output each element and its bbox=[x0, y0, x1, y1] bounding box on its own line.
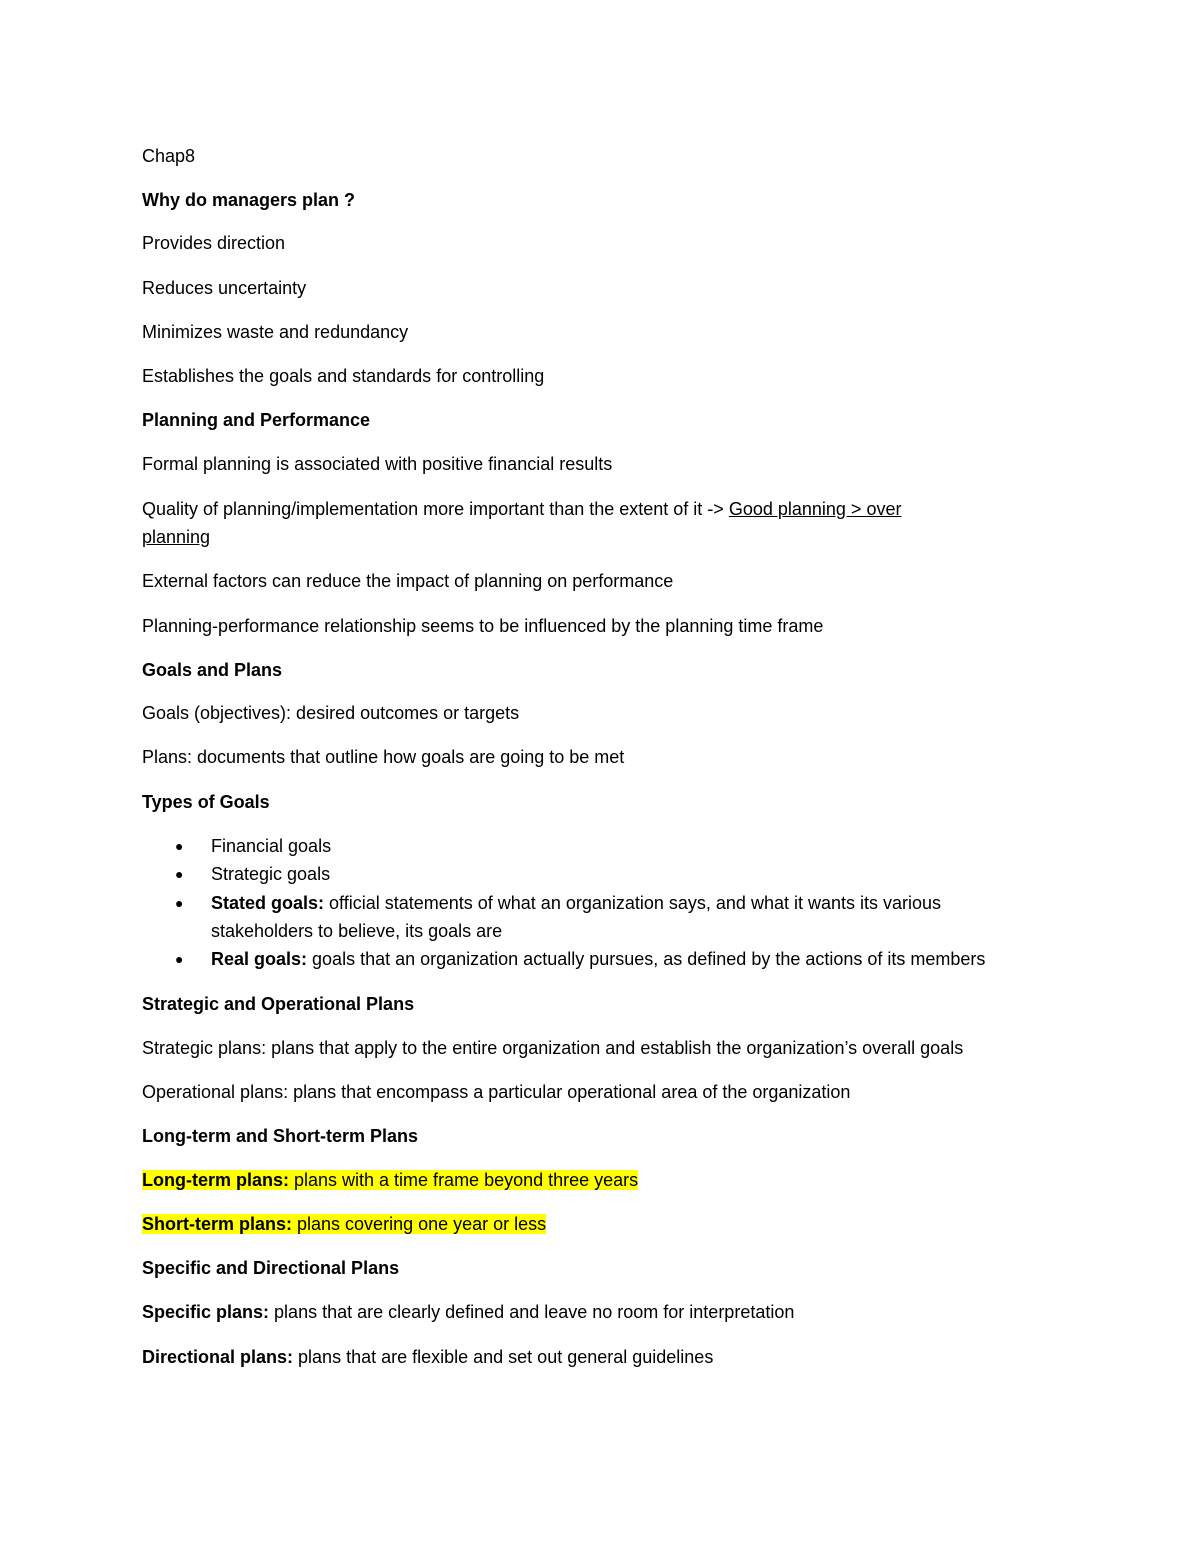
term-label: Long-term plans: bbox=[142, 1170, 289, 1190]
term-label: Short-term plans: bbox=[142, 1214, 293, 1234]
term-label: Stated goals: bbox=[211, 893, 325, 913]
paragraph: Plans: documents that outline how goals are going to be met bbox=[142, 747, 625, 767]
heading-goals-plans: Goals and Plans bbox=[142, 660, 283, 680]
paragraph: Operational plans: plans that encompass a particular operational area of the organization bbox=[142, 1082, 851, 1102]
paragraph-text: Quality of planning/implementation more important than the extent of it -> bbox=[142, 499, 729, 519]
list-item: Strategic goals bbox=[211, 864, 331, 884]
chapter-label: Chap8 bbox=[142, 146, 196, 166]
heading-planning-performance: Planning and Performance bbox=[142, 410, 371, 430]
term-label: Specific plans: bbox=[142, 1302, 270, 1322]
paragraph: External factors can reduce the impact of planning on performance bbox=[142, 571, 674, 591]
why-item: Reduces uncertainty bbox=[142, 278, 307, 298]
highlight bbox=[142, 1214, 546, 1234]
highlighted-paragraph bbox=[142, 1166, 638, 1194]
term-definition: official statements of what an organization says, and what it wants its various bbox=[324, 893, 942, 913]
bullet-icon: ● bbox=[175, 866, 184, 882]
highlighted-paragraph bbox=[142, 1210, 546, 1238]
why-item: Establishes the goals and standards for controlling bbox=[142, 366, 545, 386]
underlined-text: planning bbox=[142, 527, 211, 547]
term-label: Real goals: bbox=[211, 949, 308, 969]
heading-specific-directional: Specific and Directional Plans bbox=[142, 1258, 400, 1278]
list-item bbox=[211, 889, 941, 917]
paragraph: Formal planning is associated with positive financial results bbox=[142, 454, 613, 474]
list-item bbox=[211, 945, 985, 973]
bullet-icon: ● bbox=[175, 838, 184, 854]
term-definition: plans that are flexible and set out general guidelines bbox=[293, 1347, 714, 1367]
term-definition: plans that are clearly defined and leave no room for interpretation bbox=[269, 1302, 795, 1322]
term-definition: plans covering one year or less bbox=[292, 1214, 547, 1234]
paragraph: Strategic plans: plans that apply to the entire organization and establish the organization’s overall goals bbox=[142, 1038, 964, 1058]
list-item: Financial goals bbox=[211, 836, 332, 856]
underlined-text: Good planning > over bbox=[728, 499, 902, 519]
paragraph: Goals (objectives): desired outcomes or targets bbox=[142, 703, 520, 723]
term-label: Directional plans: bbox=[142, 1347, 294, 1367]
paragraph bbox=[142, 1298, 794, 1326]
paragraph: Planning-performance relationship seems to be influenced by the planning time frame bbox=[142, 616, 824, 636]
paragraph bbox=[142, 1343, 713, 1371]
term-definition: plans with a time frame beyond three years bbox=[289, 1170, 639, 1190]
term-definition: goals that an organization actually pursues, as defined by the actions of its members bbox=[307, 949, 986, 969]
why-item: Provides direction bbox=[142, 233, 286, 253]
bullet-icon: ● bbox=[175, 895, 184, 911]
list-item-continuation: stakeholders to believe, its goals are bbox=[211, 921, 503, 941]
bullet-icon: ● bbox=[175, 951, 184, 967]
heading-long-short-term: Long-term and Short-term Plans bbox=[142, 1126, 419, 1146]
heading-types-of-goals: Types of Goals bbox=[142, 792, 270, 812]
paragraph bbox=[142, 495, 901, 523]
highlight bbox=[142, 1170, 638, 1190]
heading-why-plan: Why do managers plan ? bbox=[142, 190, 356, 210]
why-item: Minimizes waste and redundancy bbox=[142, 322, 409, 342]
heading-strategic-operational: Strategic and Operational Plans bbox=[142, 994, 415, 1014]
